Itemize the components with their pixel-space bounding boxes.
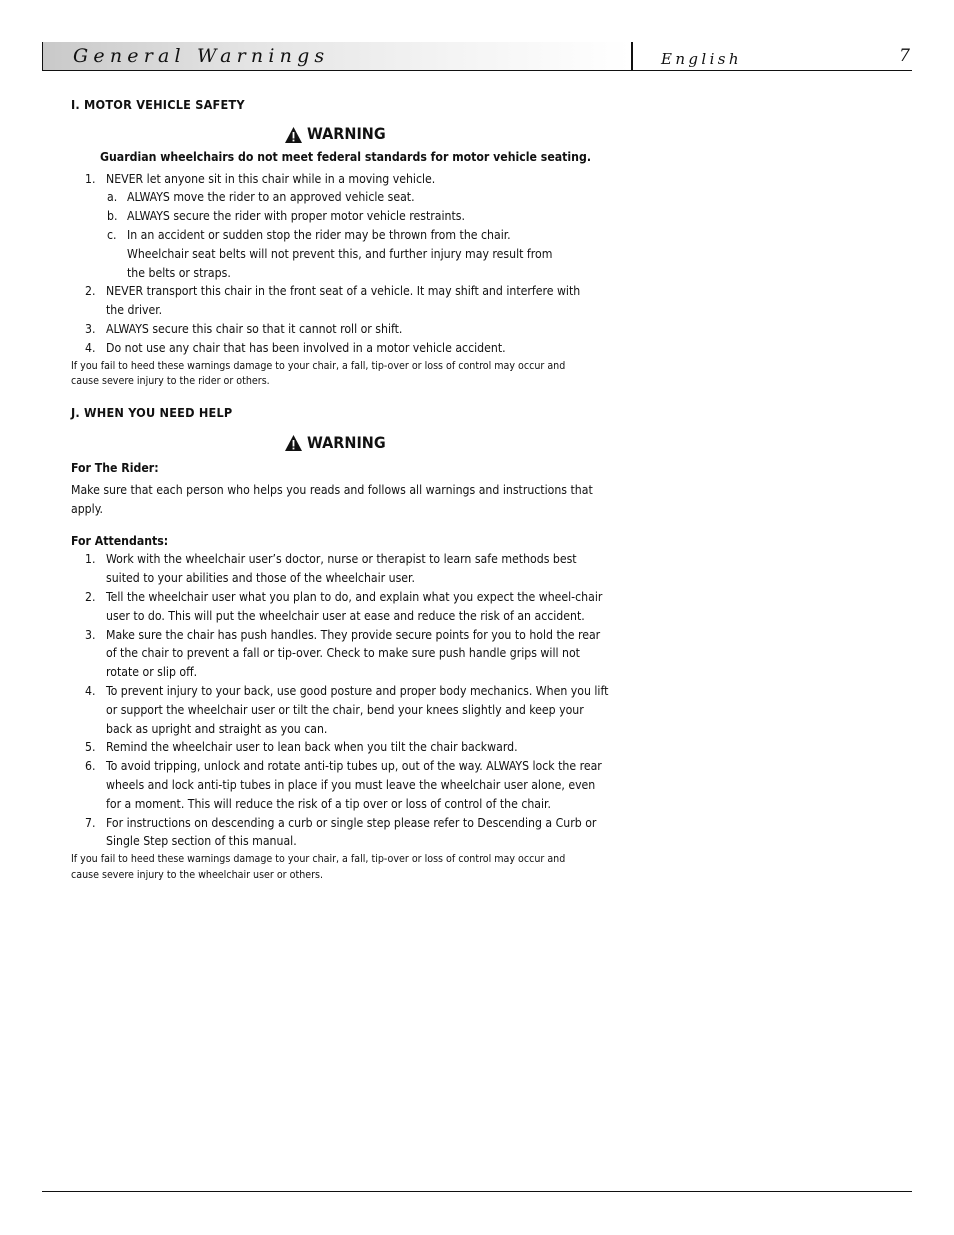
section-i-warning (284, 122, 611, 148)
attendants-list (71, 550, 611, 851)
page-content (71, 96, 611, 883)
language-label: English (661, 50, 742, 68)
list-item: 4. To prevent injury to your back, use good posture and proper body mechanics. When you lift or support the wheelchair user or tilt the chair, bend your knees slightly and keep your back as upright and straight as you can. (85, 683, 609, 736)
list-item: 2. NEVER transport this chair in the front seat of a vehicle. It may shift and interfere with the driver. (85, 284, 581, 318)
list-item: 6. To avoid tripping, unlock and rotate anti-tip tubes up, out of the way. ALWAYS lock the rear wheels and lock anti-tip tubes in place if you must leave the wheelchair user alone, even for a moment. This will reduce the risk of a tip over or loss of control of the chair. (85, 759, 602, 811)
warning-icon (284, 126, 303, 144)
rider-text: Make sure that each person who helps you reads and follows all warnings and instructions that apply. (71, 482, 593, 516)
section-i-intro: Guardian wheelchairs do not meet federal standards for motor vehicle seating. (100, 149, 591, 164)
sub-list-item: c. In an accident or sudden stop the rider may be thrown from the chair. Wheelchair seat belts will not prevent this, and further injury may result from the belts or straps. (107, 227, 553, 280)
section-j-heading: J. WHEN YOU NEED HELP (71, 405, 233, 421)
page-number: 7 (899, 46, 910, 66)
section-i-list (71, 170, 611, 358)
header-rule (42, 70, 912, 71)
sub-list-item: b. ALWAYS secure the rider with proper motor vehicle restraints. (107, 209, 465, 224)
section-i-note: If you fail to heed these warnings damage to your chair, a fall, tip-over or loss of control may occur and cause severe injury to the rider or others. (71, 359, 566, 387)
page-title: General Warnings (73, 45, 330, 67)
warning-icon (284, 434, 303, 452)
footer-rule (42, 1191, 912, 1192)
list-item: 1. NEVER let anyone sit in this chair while in a moving vehicle. (85, 171, 436, 186)
warning-label: WARNING (307, 124, 386, 144)
attendants-heading: For Attendants: (71, 533, 169, 548)
section-j-note: If you fail to heed these warnings damage to your chair, a fall, tip-over or loss of control may occur and cause severe injury to the wheelchair user or others. (71, 853, 566, 881)
sub-list-item: a. ALWAYS move the rider to an approved vehicle seat. (107, 190, 415, 205)
warning-label: WARNING (307, 432, 386, 452)
list-item: 7. For instructions on descending a curb or single step please refer to Descending a Curb or Single Step section of this manual. (85, 815, 597, 849)
list-item: 1. Work with the wheelchair user’s doctor, nurse or therapist to learn safe methods best suited to your abilities and those of the wheelchair user. (85, 552, 577, 586)
header-title-band (42, 42, 631, 70)
section-j-warning (284, 430, 611, 456)
page-header (42, 42, 912, 71)
rider-heading: For The Rider: (71, 461, 159, 476)
section-i-heading: I. MOTOR VEHICLE SAFETY (71, 97, 245, 112)
header-divider (631, 42, 633, 71)
list-item: 2. Tell the wheelchair user what you plan to do, and explain what you expect the wheel-chair user to do. This will put the wheelchair user at ease and reduce the risk of an accident. (85, 589, 603, 623)
list-item: 5. Remind the wheelchair user to lean back when you tilt the chair backward. (85, 740, 518, 755)
list-item: 4. Do not use any chair that has been involved in a motor vehicle accident. (85, 340, 506, 355)
list-item: 3. ALWAYS secure this chair so that it cannot roll or shift. (85, 321, 403, 336)
list-item: 3. Make sure the chair has push handles. They provide secure points for you to hold the rear of the chair to prevent a fall or tip-over. Check to make sure push handle grips will not rotate or slip off. (85, 627, 601, 680)
